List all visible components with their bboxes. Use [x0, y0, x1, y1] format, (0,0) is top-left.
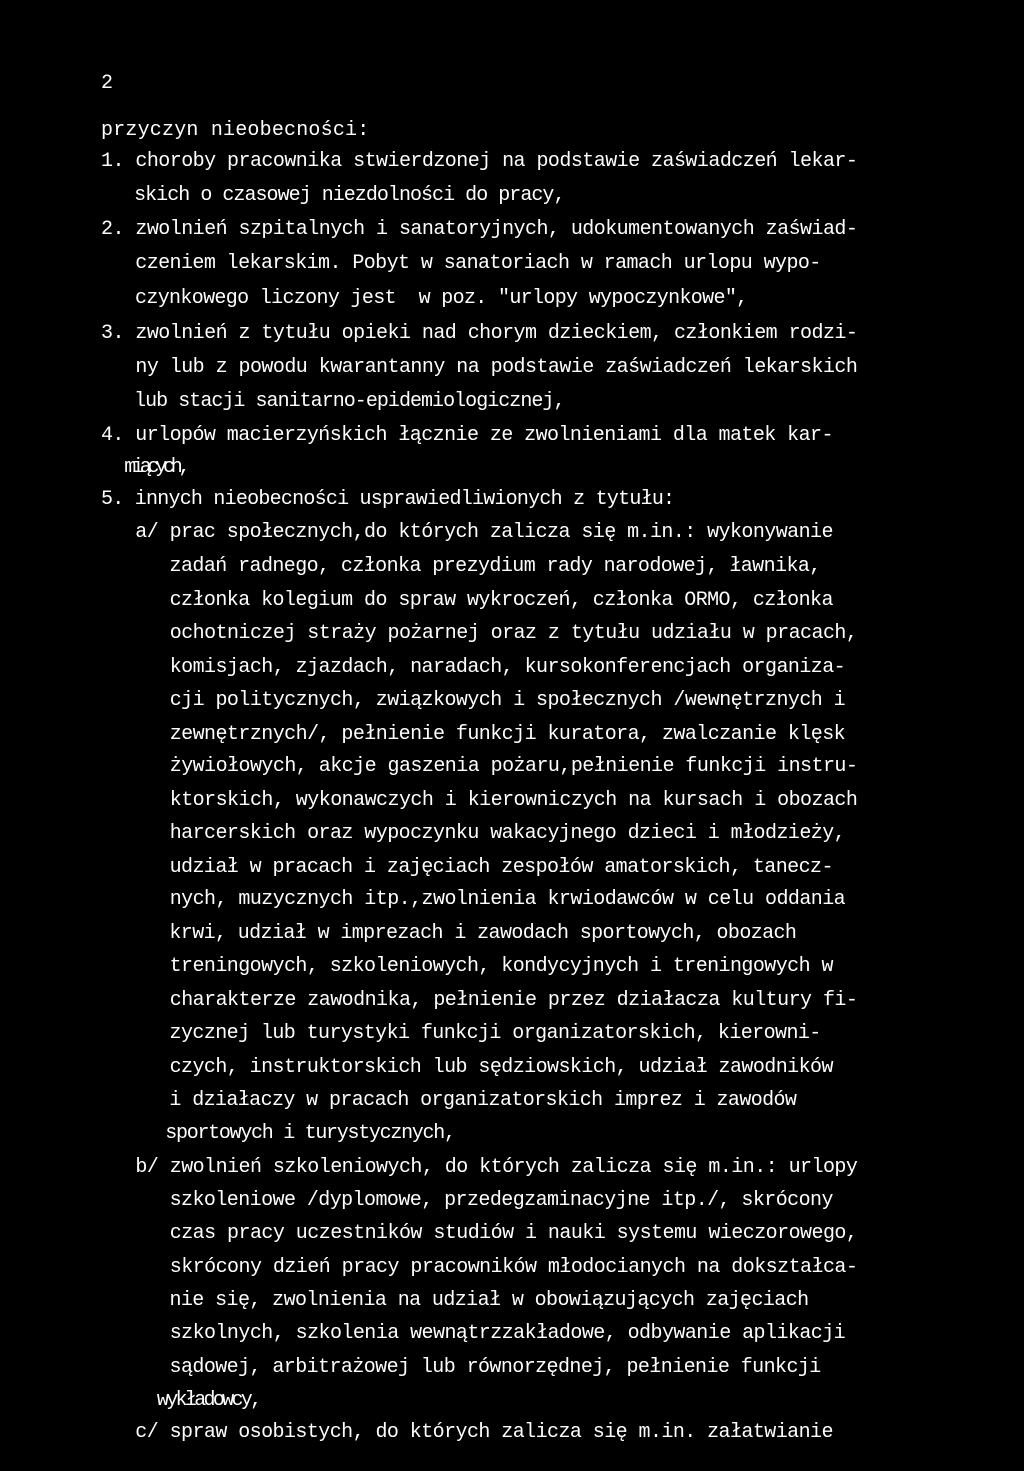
text-line: ktorskich, wykonawczych i kierowniczych na kursach i obozach: [101, 789, 858, 812]
text-line: charakterze zawodnika, pełnienie przez działacza kultury fi-: [101, 989, 858, 1012]
text-line: szkolnych, szkolenia wewnątrzzakładowe, odbywanie aplikacji: [101, 1322, 846, 1345]
text-line: zewnętrznych/, pełnienie funkcji kuratora, zwalczanie klęsk: [101, 723, 846, 746]
text-line: cji politycznych, związkowych i społecznych /wewnętrznych i: [101, 689, 846, 712]
text-line: czych, instruktorskich lub sędziowskich, udział zawodników: [101, 1056, 833, 1079]
text-line: sportowych i turystycznych,: [101, 1122, 455, 1145]
page-number: 2: [101, 72, 114, 95]
text-line: 4. urlopów macierzyńskich łącznie ze zwolnieniami dla matek kar-: [101, 424, 833, 447]
text-line: 1. choroby pracownika stwierdzonej na podstawie zaświadczeń lekar-: [101, 150, 858, 173]
text-line: sądowej, arbitrażowej lub równorzędnej, pełnienie funkcji: [101, 1356, 821, 1379]
heading: przyczyn nieobecności:: [101, 119, 370, 142]
text-line: komisjach, zjazdach, naradach, kursokonferencjach organiza-: [101, 656, 846, 679]
text-line: treningowych, szkoleniowych, kondycyjnych i treningowych w: [101, 955, 833, 978]
text-line: miących,: [101, 456, 187, 479]
text-line: i działaczy w pracach organizatorskich imprez i zawodów: [101, 1089, 797, 1112]
text-line: czas pracy uczestników studiów i nauki systemu wieczorowego,: [101, 1222, 858, 1245]
text-line: ny lub z powodu kwarantanny na podstawie zaświadczeń lekarskich: [101, 356, 858, 379]
text-line: lub stacji sanitarno-epidemiologicznej,: [101, 390, 565, 413]
text-line: krwi, udział w imprezach i zawodach sportowych, obozach: [101, 922, 797, 945]
text-line: c/ spraw osobistych, do których zalicza się m.in. załatwianie: [101, 1421, 833, 1444]
text-line: czeniem lekarskim. Pobyt w sanatoriach w ramach urlopu wypo-: [101, 252, 821, 275]
text-line: zycznej lub turystyki funkcji organizatorskich, kierowni-: [101, 1022, 821, 1045]
text-line: wykładowcy,: [101, 1389, 260, 1412]
text-line: a/ prac społecznych,do których zalicza się m.in.: wykonywanie: [101, 521, 833, 544]
text-line: członka kolegium do spraw wykroczeń, członka ORMO, członka: [101, 589, 833, 612]
text-line: zadań radnego, członka prezydium rady narodowej, ławnika,: [101, 555, 821, 578]
text-line: 5. innych nieobecności usprawiedliwionych z tytułu:: [101, 488, 675, 511]
text-line: harcerskich oraz wypoczynku wakacyjnego dzieci i młodzieży,: [101, 822, 846, 845]
text-line: b/ zwolnień szkoleniowych, do których zalicza się m.in.: urlopy: [101, 1156, 858, 1179]
text-line: skich o czasowej niezdolności do pracy,: [101, 184, 565, 207]
text-line: nie się, zwolnienia na udział w obowiązujących zajęciach: [101, 1289, 809, 1312]
text-line: 2. zwolnień szpitalnych i sanatoryjnych, udokumentowanych zaświad-: [101, 218, 858, 241]
text-line: 3. zwolnień z tytułu opieki nad chorym dzieckiem, członkiem rodzi-: [101, 322, 858, 345]
text-line: nych, muzycznych itp.,zwolnienia krwiodawców w celu oddania: [101, 888, 846, 911]
text-line: skrócony dzień pracy pracowników młodocianych na dokształca-: [101, 1256, 858, 1279]
text-line: ochotniczej straży pożarnej oraz z tytułu udziału w pracach,: [101, 622, 858, 645]
text-line: udział w pracach i zajęciach zespołów amatorskich, tanecz-: [101, 856, 833, 879]
text-line: czynkowego liczony jest w poz. "urlopy wypoczynkowe",: [101, 287, 748, 310]
text-line: szkoleniowe /dyplomowe, przedegzaminacyjne itp./, skrócony: [101, 1189, 833, 1212]
text-line: żywiołowych, akcje gaszenia pożaru,pełnienie funkcji instru-: [101, 755, 858, 778]
